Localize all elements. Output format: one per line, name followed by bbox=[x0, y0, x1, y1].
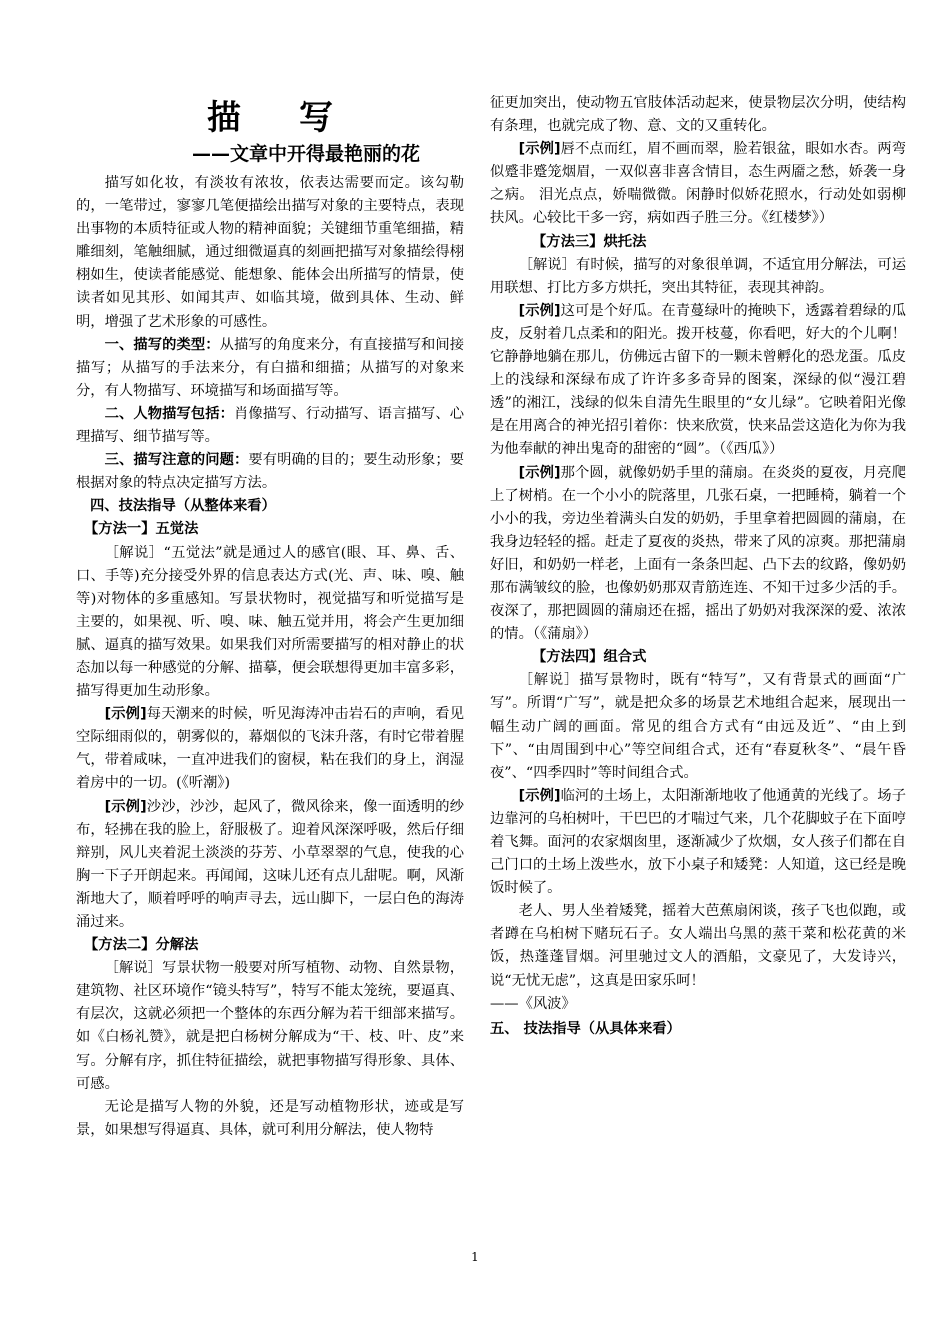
section-3 bbox=[76, 449, 464, 495]
example-label: [示例] bbox=[104, 798, 147, 815]
page-number: 1 bbox=[471, 1250, 479, 1264]
method-2-continuation: 征更加突出，使动物五官肢体活动起来，使景物层次分明，使结构有条理，也就完成了物、意、文的又重转化。 bbox=[490, 95, 906, 135]
intro-paragraph: 描写如化妆，有淡妆有浓妆，依表达需要而定。该勾勒的，一笔带过，寥寥几笔便描绘出描写对象的主要特点，表现出事物的本质特征或人物的精神面貌；关键细节重笔细描，精雕细刻，笔触细腻，通过细微逼真的刻画把描写对象描绘得栩栩如生，使读者能感觉、能想象、能体会出所描写的情景，使读者如见其形、如闻其声、如临其境，做到具体、生动、鲜明，增强了艺术形象的可感性。 bbox=[76, 175, 464, 330]
example-text: 每天潮来的时候，听见海涛冲击岩石的声响，看见空际细雨似的，朝雾似的，幕烟似的飞沫升落，有时它带着腥气，带着咸味，一直冲进我们的窗棂，粘在我们的身上，润湿着房中的一切。(《听潮》) bbox=[76, 706, 464, 792]
example-text: 沙沙，沙沙，起风了，微风徐来，像一面透明的纱布，轻拂在我的脸上，舒服极了。迎着风深深呼吸，然后仔细辩别，风儿夹着泥土淡淡的芬芳、小草翠翠的气息，使我的心胸一下子开朗起来。再闻闻，这味儿还有点儿甜呢。啊，风渐渐地大了，顺着呼呼的响声寻去，远山脚下，一层白色的海涛涌过来。 bbox=[76, 798, 464, 930]
method-1-example-2 bbox=[76, 796, 464, 935]
method-2-heading: 【方法二】分解法 bbox=[84, 937, 199, 954]
method-4-heading: 【方法四】组合式 bbox=[532, 649, 647, 666]
page-subtitle: ——文章中开得最艳丽的花 bbox=[191, 143, 420, 165]
example-label: [示例] bbox=[518, 141, 561, 158]
section-2-body: 肖像描写、行动描写、语言描写、心理描写、细节描写等。 bbox=[76, 405, 465, 446]
section-2-heading: 二、人物描写包括： bbox=[104, 405, 235, 422]
method-2-explanation: ［解说］写景状物一般要对所写植物、动物、自然景物，建筑物、社区环境作“镜头特写”，特写不能太笼统，要逼真、有层次，这就必须把一个整体的东西分解为若干细部来描写。如《白杨礼赞》，就是把白杨树分解成为“干、枝、叶、皮”来写。分解有序，抓住特征描绘，就把事物描写得形象、具体、可感。 bbox=[76, 960, 464, 1092]
method-4-source: ——《风波》 bbox=[490, 995, 576, 1012]
section-4-heading: 四、技法指导（从整体来看） bbox=[90, 498, 276, 515]
method-4-example bbox=[490, 785, 906, 900]
method-3-example-1 bbox=[490, 300, 906, 462]
right-column bbox=[490, 92, 906, 1041]
section-1-body: 从描写的角度来分，有直接描写和间接描写；从描写的手法来分，有白描和细描；从描写的对象来分，有人物描写、环境描写和场面描写等。 bbox=[76, 336, 465, 399]
section-1-heading: 一、描写的类型： bbox=[104, 336, 220, 353]
example-label: [示例] bbox=[518, 464, 561, 481]
method-3-explanation: ［解说］有时候，描写的对象很单调，不适宜用分解法，可运用联想、打比方多方烘托，突出其特征，表现其神韵。 bbox=[490, 256, 906, 296]
section-1 bbox=[76, 334, 464, 403]
page-title: 描写 bbox=[207, 98, 391, 138]
method-4-explanation: ［解说］描写景物时，既有“特写”，又有背景式的画面“广写”。所谓“广写”，就是把众多的场景艺术地组合起来，展现出一幅生动广阔的画面。常见的组合方式有“由远及近”、“由上到下”、“由周围到中心”等空间组合式，还有“春夏秋冬”、“晨午昏夜”、“四季四时”等时间组合式。 bbox=[490, 672, 906, 781]
method-1-explanation: ［解说］“五觉法”就是通过人的感官(眼、耳、鼻、舌、口、手等)充分接受外界的信息表达方式(光、声、味、嗅、触等)对物体的多重感知。写景状物时，视觉描写和听觉描写是主要的，如果视、听、嗅、味、触五觉并用，将会产生更加细腻、逼真的描写效果。如果我们对所需要描写的相对静止的状态加以每一种感觉的分解、描摹，便会联想得更加丰富多彩，描写得更加生动形象。 bbox=[76, 544, 464, 700]
method-4-example-continued: 老人、男人坐着矮凳，摇着大芭蕉扇闲谈，孩子飞也似跑，或者蹲在乌桕树下赌玩石子。女人端出乌黑的蒸干菜和松花黄的米饭，热蓬蓬冒烟。河里驰过文人的酒船，文豪见了，大发诗兴，说“无忧无虑”，这真是田家乐呵！ bbox=[490, 903, 906, 989]
method-2-example bbox=[490, 138, 906, 230]
left-column bbox=[76, 96, 464, 1142]
example-label: [示例] bbox=[518, 787, 561, 804]
method-3-heading: 【方法三】烘托法 bbox=[532, 233, 647, 250]
example-text: 唇不点而红，眉不画而翠，脸若银盆，眼如水杏。两弯似蹙非蹙笼烟眉，一双似喜非喜含情目，态生两靥之愁，娇袭一身之病。 泪光点点，娇喘微微。闲静时似娇花照水，行动处如弱柳扶风。心较比干多一窍，病如西子胜三分。《红楼梦》） bbox=[490, 141, 906, 227]
example-text: 这可是个好瓜。在青蔓绿叶的掩映下，透露着碧绿的瓜皮，反射着几点柔和的阳光。拨开枝蔓，你看吧，好大的个儿啊！它静静地躺在那儿，仿佛远古留下的一颗未曾孵化的恐龙蛋。瓜皮上的浅绿和深绿布成了许许多多奇异的图案，深绿的似“漫江碧透”的湘江，浅绿的似朱自清先生眼里的“女儿绿”。它映着阳光像是在用离合的神光招引着你：快来欣赏，快来品尝这造化为你为我为他奉献的神出鬼奇的甜密的“圆”。（《西瓜》） bbox=[490, 302, 906, 458]
method-1-example-1 bbox=[76, 703, 464, 795]
section-2 bbox=[76, 403, 464, 449]
method-1-heading: 【方法一】五觉法 bbox=[84, 521, 199, 538]
example-label: [示例] bbox=[104, 706, 147, 723]
method-3-example-2 bbox=[490, 462, 906, 647]
example-text: 那个圆，就像奶奶手里的蒲扇。在炎炎的夏夜，月亮爬上了树梢。在一个小小的院落里，几张石桌，一把睡椅，躺着一个小小的我，旁边坐着满头白发的奶奶，手里拿着把圆圆的蒲扇，在我身边轻轻的摇。赶走了夏夜的炎热，带来了风的凉爽。那把蒲扇好旧，和奶奶一样老，上面有一条条凹起、凸下去的纹路，像奶奶那布满皱纹的脸，也像奶奶那双青筋连连、不知干过多少活的手。夜深了，那把圆圆的蒲扇还在摇，摇出了奶奶对我深深的爱、浓浓的情。（《蒲扇》） bbox=[490, 464, 906, 643]
title-block bbox=[76, 96, 464, 168]
section-3-body: 要有明确的目的；要生动形象；要根据对象的特点决定描写方法。 bbox=[76, 452, 464, 492]
example-text: 临河的土场上，太阳渐渐地收了他通黄的光线了。场子边靠河的乌桕树叶，干巴巴的才喘过气来，几个花脚蚊子在下面哼着飞舞。面河的农家烟囱里，逐渐减少了炊烟，女人孩子们都在自己门口的土场上泼些水，放下小桌子和矮凳：人知道，这已经是晚饭时候了。 bbox=[490, 787, 906, 897]
section-3-heading: 三、描写注意的问题： bbox=[104, 452, 249, 469]
example-label: [示例] bbox=[518, 302, 561, 319]
section-5-heading: 五、 技法指导（从具体来看） bbox=[490, 1020, 681, 1037]
method-2-body: 无论是描写人物的外貌，还是写动植物形状，迹或是写景，如果想写得逼真、具体，就可利用分解法，使人物特 bbox=[76, 1098, 464, 1138]
